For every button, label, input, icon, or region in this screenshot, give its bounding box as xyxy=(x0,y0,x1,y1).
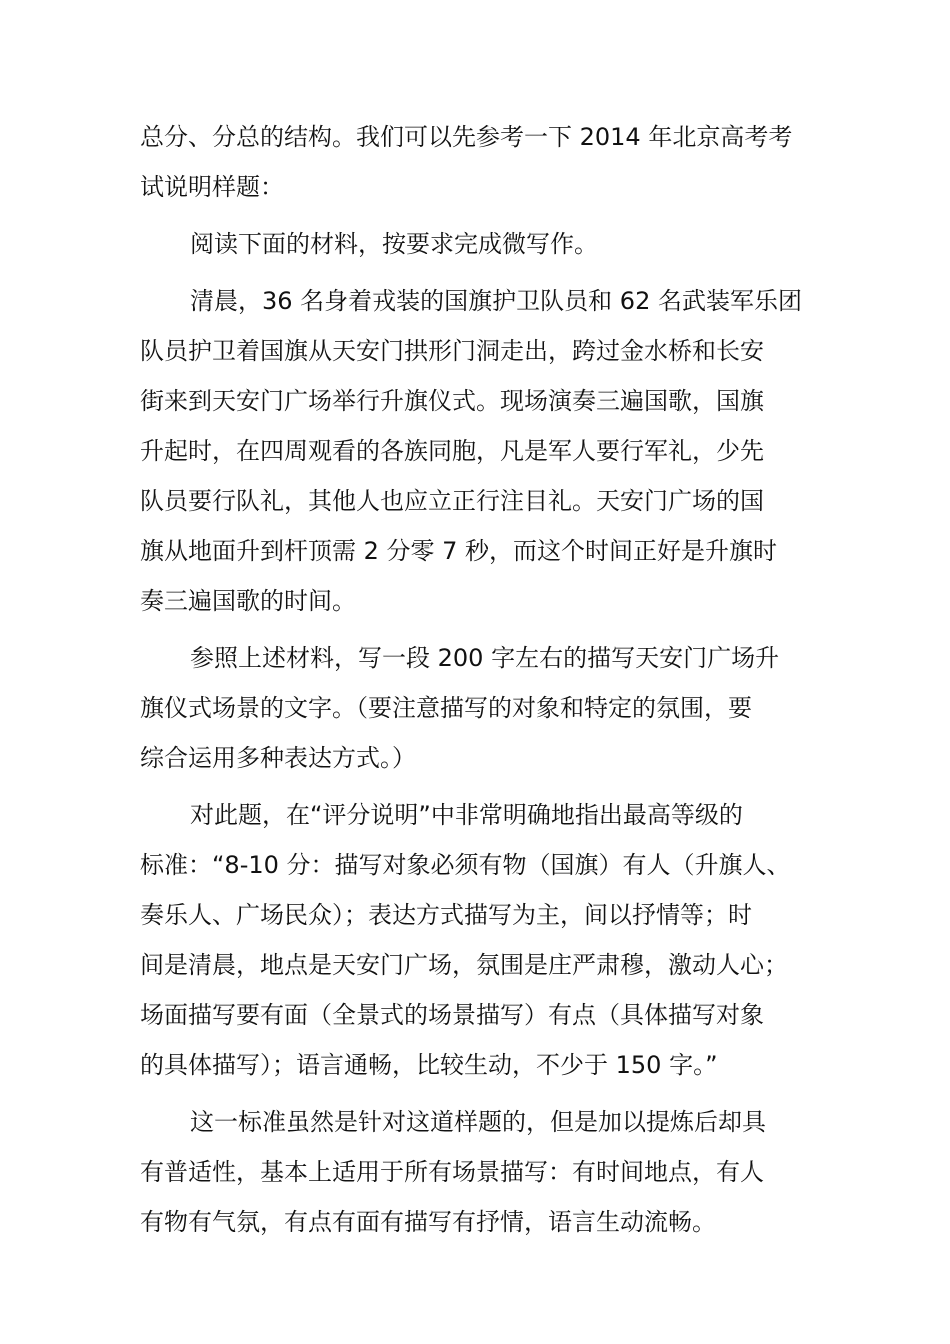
text-line: 队员护卫着国旗从天安门拱形门洞走出，跨过金水桥和长安 xyxy=(140,337,764,365)
text-line: 阅读下面的材料，按要求完成微写作。 xyxy=(190,230,598,258)
paragraph-material xyxy=(140,276,830,626)
paragraph-conclusion xyxy=(140,1097,830,1247)
text-line: 这一标准虽然是针对这道样题的，但是加以提炼后却具 xyxy=(190,1108,766,1136)
text-line: 奏乐人、广场民众）；表达方式描写为主，间以抒情等；时 xyxy=(140,901,752,929)
text-line: 有物有气氛，有点有面有描写有抒情，语言生动流畅。 xyxy=(140,1208,716,1236)
paragraph-scoring xyxy=(140,790,830,1090)
text-line: 旗仪式场景的文字。（要注意描写的对象和特定的氛围，要 xyxy=(140,694,752,722)
text-line: 队员要行队礼，其他人也应立正行注目礼。天安门广场的国 xyxy=(140,487,764,515)
document-body xyxy=(140,112,830,1254)
text-line: 场面描写要有面（全景式的场景描写）有点（具体描写对象 xyxy=(140,1001,764,1029)
paragraph-task xyxy=(140,633,830,783)
text-line: 间是清晨，地点是天安门广场，氛围是庄严肃穆，激动人心； xyxy=(140,951,788,979)
text-line: 参照上述材料，写一段 200 字左右的描写天安门广场升 xyxy=(190,644,780,672)
paragraph-intro xyxy=(140,112,830,212)
text-line: 街来到天安门广场举行升旗仪式。现场演奏三遍国歌，国旗 xyxy=(140,387,764,415)
text-line: 试说明样题： xyxy=(140,173,284,201)
text-line: 升起时，在四周观看的各族同胞，凡是军人要行军礼，少先 xyxy=(140,437,764,465)
text-line: 综合运用多种表达方式。） xyxy=(140,744,416,772)
paragraph-instruction xyxy=(140,219,830,269)
text-line: 清晨，36 名身着戎装的国旗护卫队员和 62 名武装军乐团 xyxy=(190,287,802,315)
text-line: 有普适性，基本上适用于所有场景描写：有时间地点，有人 xyxy=(140,1158,764,1186)
text-line: 的具体描写）；语言通畅，比较生动，不少于 150 字。” xyxy=(140,1051,718,1079)
text-line: 总分、分总的结构。我们可以先参考一下 2014 年北京高考考 xyxy=(140,123,793,151)
text-line: 标准：“8-10 分：描写对象必须有物（国旗）有人（升旗人、 xyxy=(140,851,791,879)
text-line: 奏三遍国歌的时间。 xyxy=(140,587,356,615)
text-line: 对此题，在“评分说明”中非常明确地指出最高等级的 xyxy=(190,801,743,829)
text-line: 旗从地面升到杆顶需 2 分零 7 秒，而这个时间正好是升旗时 xyxy=(140,537,778,565)
